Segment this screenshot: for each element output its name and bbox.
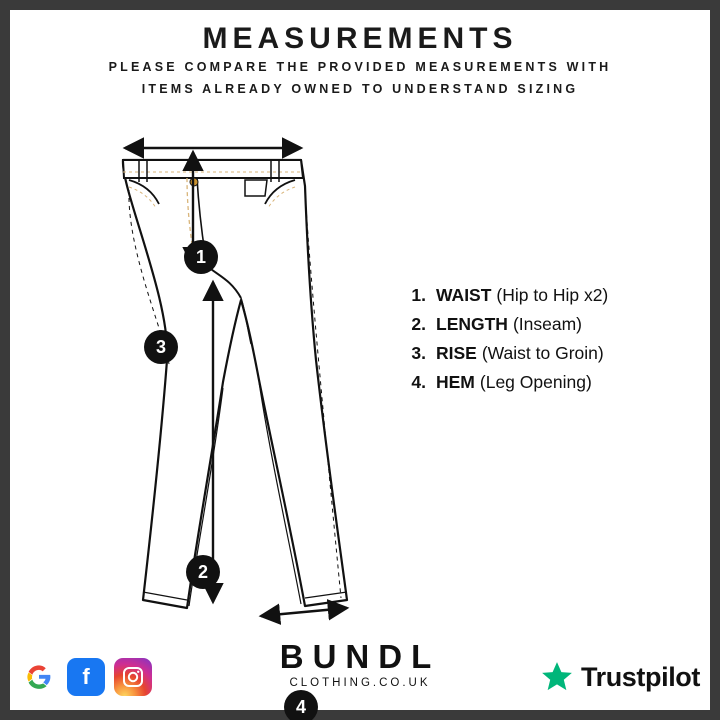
legend-desc-rise: (Waist to Groin) — [481, 343, 604, 363]
page-subtitle — [60, 56, 660, 100]
legend-label-hem: HEM — [436, 372, 475, 392]
legend-label-rise: RISE — [436, 343, 477, 363]
legend-item-rise — [400, 343, 690, 364]
instagram-camera-glyph — [121, 665, 145, 689]
trustpilot-star-icon — [540, 660, 574, 694]
legend-number-3: 3. — [411, 343, 426, 363]
frame-border-bottom — [0, 710, 720, 720]
brand-name: BUNDL — [279, 638, 441, 675]
subtitle-line-1: PLEASE COMPARE THE PROVIDED MEASUREMENTS WITH — [108, 60, 612, 74]
measurement-marker-3: 3 — [144, 330, 178, 364]
measurement-marker-1: 1 — [184, 240, 218, 274]
subtitle-line-2: ITEMS ALREADY OWNED TO UNDERSTAND SIZING — [141, 82, 579, 96]
instagram-icon[interactable] — [114, 658, 152, 696]
facebook-f-glyph: f — [82, 664, 90, 689]
page-title: MEASUREMENTS — [202, 22, 518, 55]
legend-desc-waist: (Hip to Hip x2) — [496, 285, 609, 305]
jeans-illustration — [95, 130, 395, 630]
legend-number-1: 1. — [411, 285, 426, 305]
legend-item-waist — [400, 285, 690, 306]
google-icon[interactable] — [20, 658, 58, 696]
frame-border-top — [0, 0, 720, 10]
trustpilot-label: Trustpilot — [581, 661, 700, 692]
measurement-marker-4: 4 — [284, 690, 318, 720]
legend-number-4: 4. — [411, 372, 426, 392]
social-icons — [20, 658, 152, 696]
legend-label-waist: WAIST — [436, 285, 492, 305]
legend-label-length: LENGTH — [436, 314, 508, 334]
trustpilot-badge[interactable] — [540, 660, 700, 694]
legend-desc-hem: (Leg Opening) — [479, 372, 592, 392]
legend-desc-length: (Inseam) — [512, 314, 582, 334]
frame-border-left — [0, 0, 10, 720]
legend-number-2: 2. — [411, 314, 426, 334]
facebook-icon[interactable] — [67, 658, 105, 696]
google-g-glyph — [26, 664, 52, 690]
legend-item-hem — [400, 372, 690, 393]
frame-border-right — [710, 0, 720, 720]
measurement-marker-2: 2 — [186, 555, 220, 589]
legend-item-length — [400, 314, 690, 335]
measurement-legend — [400, 285, 690, 401]
brand-domain: CLOTHING.CO.UK — [289, 677, 431, 689]
